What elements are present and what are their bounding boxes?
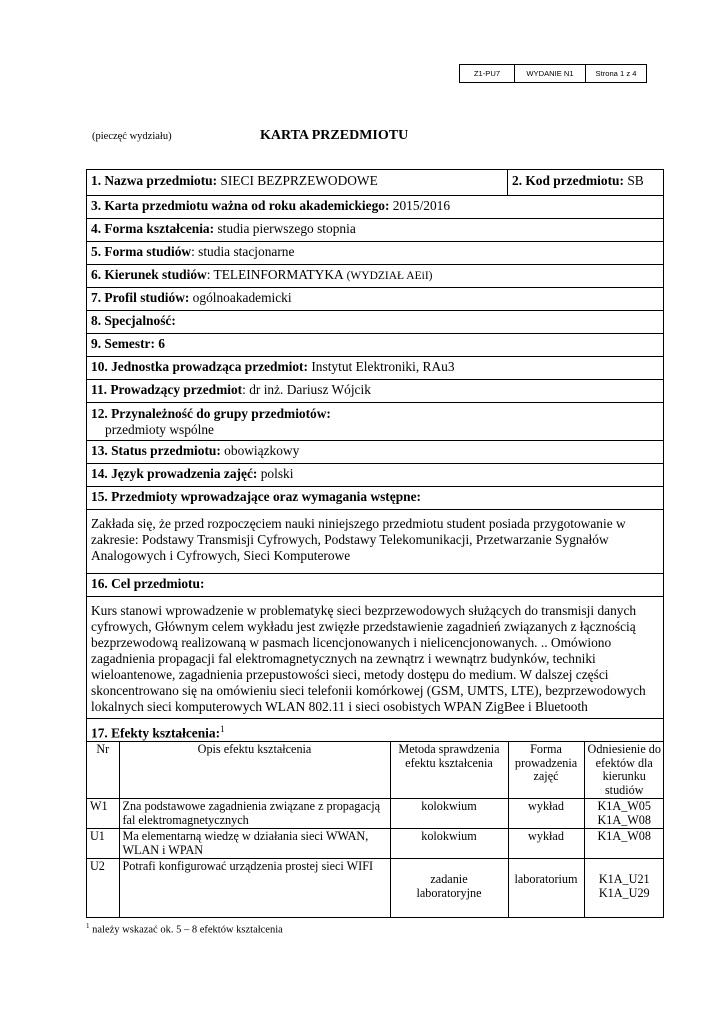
field-education-form: 4. Forma kształcenia: studia pierwszego stopnia [87, 219, 664, 242]
outcome-method: kolokwium [390, 829, 508, 859]
field-specialty: 8. Specjalność: [87, 311, 664, 334]
footnote: $^1$ należy wskazać ok. 5 – 8 efektów kształcenia [86, 922, 283, 936]
field-status: 13. Status przedmiotu: obowiązkowy [87, 441, 664, 464]
field-study-profile: 7. Profil studiów: ogólnoakademicki [87, 288, 664, 311]
outcome-description: Ma elementarną wiedzę w działania sieci WWAN, WLAN i WPAN [119, 829, 390, 859]
table-row [87, 799, 664, 829]
field-prerequisites-text: Zakłada się, że przed rozpoczęciem nauki niniejszego przedmiotu student posiada przygotowanie w zakresie: Podstawy Transmisji Cyfrowych, Podstawy Telekomunikacji, Przetwarzanie Sygnałów Analogowych i Cyfrowych, Sieci Komputerowe [87, 510, 664, 574]
outcome-method: kolokwium [390, 799, 508, 829]
field-learning-outcomes-label: 17. Efekty kształcenia:$^1$ [87, 719, 664, 742]
outcome-nr: U2 [87, 859, 119, 917]
outcome-reference: K1A_W05 K1A_W08 [584, 799, 664, 829]
field-course-code: 2. Kod przedmiotu: SB [508, 170, 664, 196]
column-header: Forma prowadzenia zajęć [508, 742, 584, 799]
outcome-method: zadanie laboratoryjne [390, 859, 508, 917]
document-header-box [459, 64, 647, 83]
field-lecturer: 11. Prowadzący przedmiot: dr inż. Dariusz Wójcik [87, 380, 664, 403]
outcome-form: wykład [508, 799, 584, 829]
outcome-description: Potrafi konfigurować urządzenia prostej sieci WIFI [119, 859, 390, 917]
field-study-direction: 6. Kierunek studiów: TELEINFORMATYKA (WYDZIAŁ AEiI) [87, 265, 664, 288]
learning-outcomes-table [87, 742, 664, 917]
page-title: KARTA PRZEDMIOTU [260, 128, 409, 143]
column-header: Opis efektu kształcenia [119, 742, 390, 799]
page-indicator: Strona 1 z 4 [586, 65, 647, 83]
field-course-name: 1. Nazwa przedmiotu: SIECI BEZPRZEWODOWE [87, 170, 508, 196]
field-prerequisites-label: 15. Przedmioty wprowadzające oraz wymagania wstępne: [87, 487, 664, 510]
field-course-group: 12. Przynależność do grupy przedmiotów: przedmioty wspólne [87, 403, 664, 441]
document-code: Z1-PU7 [460, 65, 515, 83]
field-objective-label: 16. Cel przedmiotu: [87, 574, 664, 597]
outcome-nr: U1 [87, 829, 119, 859]
table-row [87, 829, 664, 859]
outcome-form: wykład [508, 829, 584, 859]
table-header-row [87, 742, 664, 799]
outcome-reference: K1A_U21 K1A_U29 [584, 859, 664, 917]
faculty-stamp-label: (pieczęć wydziału) [92, 131, 172, 142]
field-unit: 10. Jednostka prowadząca przedmiot: Instytut Elektroniki, RAu3 [87, 357, 664, 380]
field-study-form: 5. Forma studiów: studia stacjonarne [87, 242, 664, 265]
outcome-nr: W1 [87, 799, 119, 829]
field-language: 14. Język prowadzenia zajęć: polski [87, 464, 664, 487]
outcome-description: Zna podstawowe zagadnienia związane z propagacją fal elektromagnetycznych [119, 799, 390, 829]
document-edition: WYDANIE N1 [515, 65, 586, 83]
footnote-separator [86, 917, 262, 918]
outcome-form: laboratorium [508, 859, 584, 917]
course-card-form [86, 169, 664, 918]
field-objective-text: Kurs stanowi wprowadzenie w problematykę sieci bezprzewodowych służących do transmisji danych cyfrowych, Głównym celem wykładu jest zwięzłe przedstawienie zagadnień związanych z łącznością bezprzewodową realizowaną w pasmach licencjonowanych i nielicencjonowanych. .. Omówiono zagadnienia propagacji fal elektromagnetycznych na zewnątrz i wewnątrz budynków, techniki wieloantenowe, zagadnienia przepustowości sieci, metody dostępu do medium. W dalszej części skoncentrowano się na omówieniu sieci telefonii komórkowej (GSM, UMTS, LTE), bezprzewodowych lokalnych sieci komputerowych WLAN 802.11 i sieci osobistych WPAN ZigBee i Bluetooth [87, 597, 664, 719]
table-row [87, 859, 664, 917]
outcome-reference: K1A_W08 [584, 829, 664, 859]
field-semester: 9. Semestr: 6 [87, 334, 664, 357]
field-valid-year: 3. Karta przedmiotu ważna od roku akademickiego: 2015/2016 [87, 196, 664, 219]
column-header: Nr [87, 742, 119, 799]
column-header: Odniesienie do efektów dla kierunku studiów [584, 742, 664, 799]
learning-outcomes-cell [87, 742, 664, 918]
column-header: Metoda sprawdzenia efektu kształcenia [390, 742, 508, 799]
